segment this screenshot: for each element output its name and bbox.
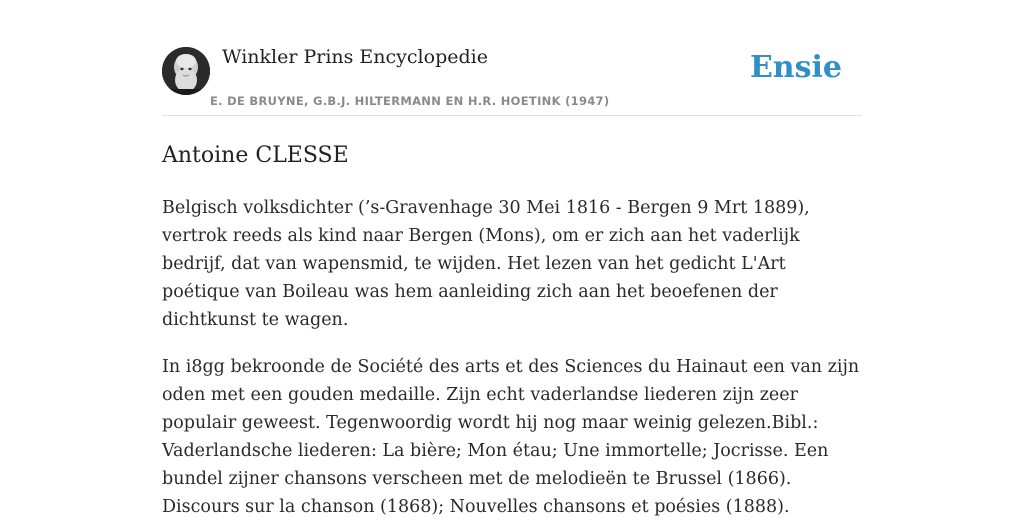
page <box>162 0 862 521</box>
article-title: Antoine CLESSE <box>162 143 349 168</box>
portrait-image <box>162 47 210 95</box>
portrait-avatar-icon[interactable] <box>162 47 210 95</box>
article-paragraph: Belgisch volksdichter (’s-Gravenhage 30 Mei 1816 - Bergen 9 Mrt 1889), vertrok reeds als kind naar Bergen (Mons), om er zich aan het vaderlijk bedrijf, dat van wapensmid, te wijden. Het lezen van het gedicht L'Art poétique van Boileau was hem aanleiding zich aan het beoefenen der dichtkunst te wagen. <box>162 198 810 330</box>
site-title[interactable]: Winkler Prins Encyclopedie <box>222 46 488 68</box>
article-body <box>162 194 862 521</box>
article-paragraph: In i8gg bekroonde de Société des arts et des Sciences du Hainaut een van zijn oden met een gouden medaille. Zijn echt vaderlandse liederen zijn zeer populair geweest. Tegenwoordig wordt hij nog maar weinig gelezen.Bibl.: Vaderlandsche liederen: La bière; Mon étau; Une immortelle; Jocrisse. Een bundel zijner chansons verscheen met de melodieën te Brussel (1866). Discours sur la chanson (1868); Nouvelles chansons et poésies (1888). <box>162 357 860 517</box>
ensie-logo[interactable]: Ensie <box>749 50 842 85</box>
site-header <box>162 0 862 116</box>
authors-line: E. DE BRUYNE, G.B.J. HILTERMANN EN H.R. HOETINK (1947) <box>210 94 610 108</box>
